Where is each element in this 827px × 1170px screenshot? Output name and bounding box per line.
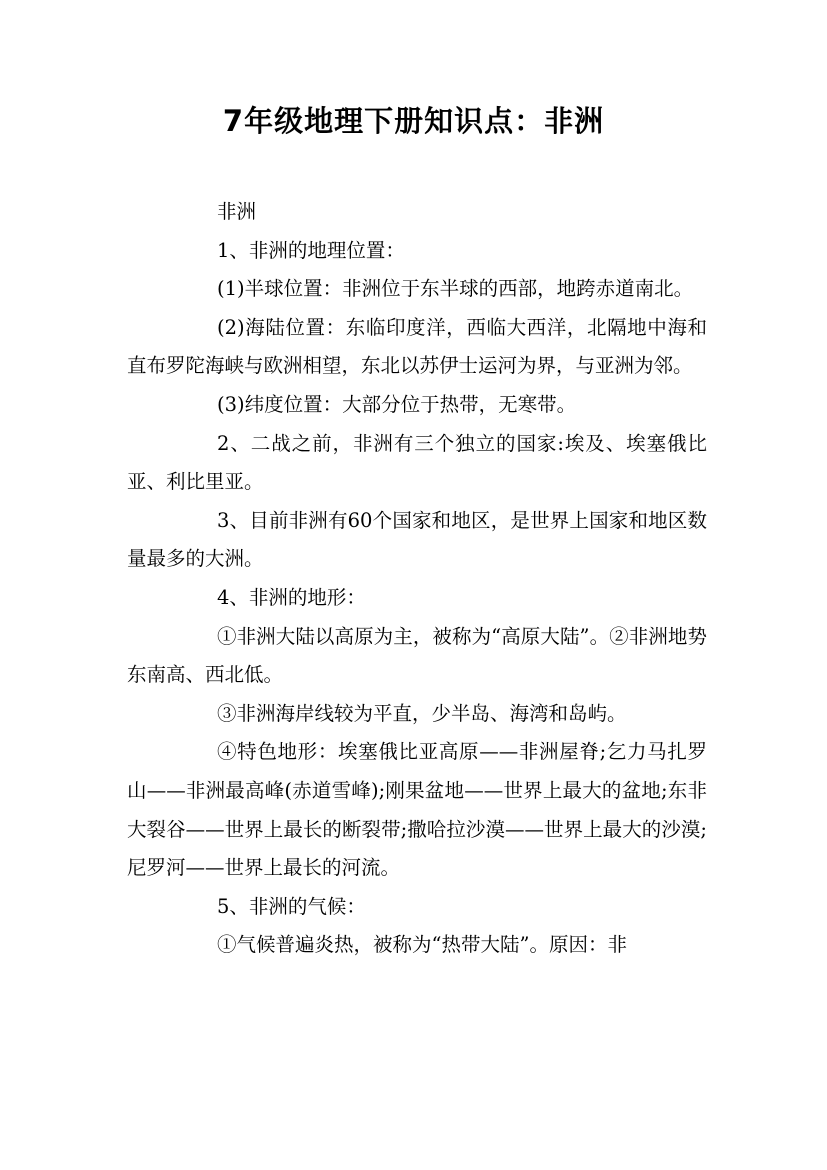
- paragraph-land-sea-position: (2)海陆位置：东临印度洋，西临大西洋，北隔地中海和直布罗陀海峡与欧洲相望，东北以苏伊士运河为界，与亚洲为邻。: [127, 315, 707, 378]
- paragraph-coastline: ③非洲海岸线较为平直，少半岛、海湾和岛屿。: [217, 701, 627, 725]
- paragraph-special-terrain: ④特色地形：埃塞俄比亚高原——非洲屋脊;乞力马扎罗山——非洲最高峰(赤道雪峰);刚果盆地——世界上最大的盆地;东非大裂谷——世界上最长的断裂带;撒哈拉沙漠——世界上最大的沙漠;尼罗河——世界上最长的河流。: [127, 740, 707, 880]
- paragraph-latitude-position: (3)纬度位置：大部分位于热带，无寒带。: [217, 392, 577, 416]
- document-body: [127, 193, 707, 965]
- paragraph-terrain-heading: 4、非洲的地形：: [217, 585, 366, 609]
- paragraph-independent-countries: 2、二战之前，非洲有三个独立的国家:埃及、埃塞俄比亚、利比里亚。: [127, 431, 707, 494]
- document-title: 7年级地理下册知识点：非洲: [222, 104, 605, 138]
- paragraph-section-heading: 非洲: [217, 200, 257, 223]
- paragraph-location-heading: 1、非洲的地理位置：: [217, 238, 405, 262]
- paragraph-country-count: 3、目前非洲有60个国家和地区，是世界上国家和地区数量最多的大洲。: [127, 508, 707, 571]
- paragraph-tropical-continent: ①气候普遍炎热，被称为“热带大陆”。原因：非: [217, 933, 627, 957]
- paragraph-climate-heading: 5、非洲的气候：: [217, 894, 366, 918]
- paragraph-hemisphere-position: (1)半球位置：非洲位于东半球的西部，地跨赤道南北。: [217, 277, 694, 301]
- paragraph-plateau-continent: ①非洲大陆以高原为主，被称为“高原大陆”。②非洲地势东南高、西北低。: [127, 624, 707, 687]
